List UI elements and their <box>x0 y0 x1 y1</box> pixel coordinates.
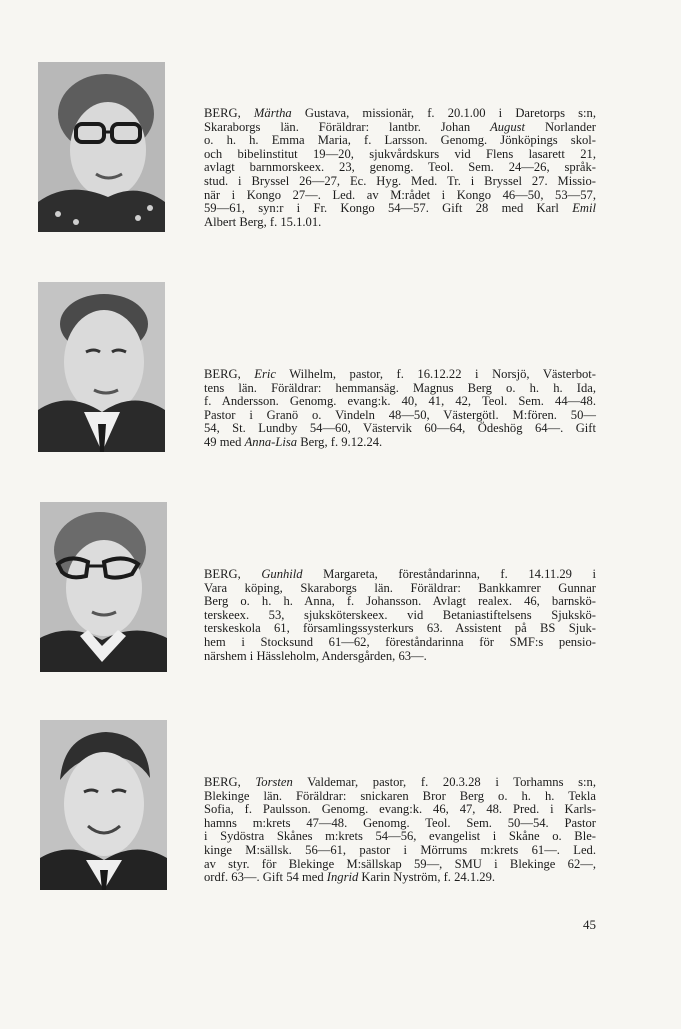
portrait-woman-glasses-icon <box>38 62 165 232</box>
text-run: tens län. Föräldrar: hemmansäg. Magnus Berg o. h. h. Ida, <box>204 380 596 395</box>
text-run: Skaraborgs län. Föräldrar: lantbr. Johan <box>204 119 491 134</box>
biography-line <box>204 121 596 135</box>
text-run: 59—61, syn:r i Fr. Kongo 54—57. Gift 28 med Karl <box>204 201 573 216</box>
biography-line <box>204 582 596 596</box>
portrait-woman-cateye-glasses-icon <box>40 502 167 672</box>
text-run: BERG, <box>204 775 256 789</box>
italic-name: Torsten <box>255 775 293 789</box>
text-run: avlagt barnmorskeex. 23, genomg. Teol. Sem. 24—26, språk- <box>204 160 596 175</box>
biography-line <box>204 175 596 189</box>
biography-line <box>204 844 596 858</box>
biography-line <box>204 650 596 664</box>
text-run: stud. i Bryssel 26—27, Ec. Hyg. Med. Tr. i Bryssel 27. Missio- <box>204 173 596 188</box>
biography-line <box>204 409 596 423</box>
text-run: ordf. 63—. Gift 54 med <box>204 870 327 885</box>
text-run: BERG, <box>204 106 254 120</box>
biography-line <box>204 395 596 409</box>
text-run: närshem i Hässleholm, Andersgården, 63—. <box>204 648 427 663</box>
text-run: BERG, <box>204 367 255 381</box>
biography-line <box>204 776 596 790</box>
biography-line <box>204 622 596 636</box>
text-run: Karin Nyström, f. 24.1.29. <box>358 870 496 885</box>
biography-line <box>204 817 596 831</box>
biography-line <box>204 871 596 885</box>
text-run: hem i Stocksund 61—62, föreståndarinna för SMF:s pensio- <box>204 634 596 649</box>
text-run: Berg o. h. h. Anna, f. Johansson. Avlagt realex. 46, barnskö- <box>204 594 596 609</box>
biography-line <box>204 803 596 817</box>
italic-name: Gunhild <box>261 567 303 581</box>
text-run: Valdemar, pastor, f. 20.3.28 i Torhamns s:n, <box>292 775 596 789</box>
italic-name: Emil <box>572 201 596 216</box>
portrait-man-suit-icon <box>38 282 165 452</box>
text-run: Berg, f. 9.12.24. <box>297 434 383 449</box>
text-run: f. Andersson. Genomg. evang:k. 40, 41, 42, Teol. Sem. 44—48. <box>204 394 596 409</box>
text-run: o. h. h. Emma Maria, f. Larsson. Genomg. Jönköpings skol- <box>204 133 596 148</box>
text-run: Sofia, f. Paulsson. Genomg. evang:k. 46, 47, 48. Pred. i Karls- <box>204 802 596 817</box>
portrait-photo-eric <box>38 282 165 452</box>
biography-line <box>204 216 596 230</box>
text-run: av styr. för Blekinge M:sällskap 59—, SMU i Blekinge 62—, <box>204 856 596 871</box>
biography-line <box>204 189 596 203</box>
text-run: Margareta, föreståndarinna, f. 14.11.29 i <box>302 567 597 581</box>
biography-line <box>204 161 596 175</box>
biography-line <box>204 609 596 623</box>
text-run: 49 med <box>204 434 245 449</box>
biography-line <box>204 830 596 844</box>
italic-name: August <box>490 119 526 134</box>
text-run: BERG, <box>204 567 262 581</box>
text-run: Albert Berg, f. 15.1.01. <box>204 214 322 229</box>
biography-line <box>204 368 596 382</box>
text-run: Norlander <box>525 119 597 134</box>
biography-line <box>204 422 596 436</box>
biography-line <box>204 202 596 216</box>
biography-line <box>204 858 596 872</box>
page-number: 45 <box>583 917 596 932</box>
text-run: Vara köping, Skaraborgs län. Föräldrar: Bankkamrer Gunnar <box>204 580 596 595</box>
biography-line <box>204 382 596 396</box>
text-run: kinge M:sällsk. 56—61, pastor i Mörrums m:krets 61—. Led. <box>204 842 596 857</box>
text-run: när i Kongo 27—. Led. av M:rådet i Kongo 46—50, 53—57, <box>204 187 596 202</box>
biography-line <box>204 636 596 650</box>
portrait-photo-martha <box>38 62 165 232</box>
italic-name: Eric <box>254 367 276 381</box>
text-run: terskeskola 61, församlingssysterkurs 63. Assistent på BS Sjuk- <box>204 621 596 636</box>
biography-text <box>204 776 596 885</box>
biography-text <box>204 568 596 663</box>
text-run: hamns m:krets 47—48. Genomg. Teol. Sem. 50—54. Pastor <box>204 815 596 830</box>
biography-line <box>204 436 596 450</box>
portrait-photo-gunhild <box>40 502 167 672</box>
portrait-photo-torsten <box>40 720 167 890</box>
biography-line <box>204 148 596 162</box>
text-run: Gustava, missionär, f. 20.1.00 i Daretorps s:n, <box>291 106 596 120</box>
biography-text <box>204 107 596 229</box>
text-run: Blekinge län. Föräldrar: snickaren Bror Berg o. h. h. Tekla <box>204 788 596 803</box>
biography-line <box>204 107 596 121</box>
text-run: Pastor i Granö o. Vindeln 48—50, Västergötl. M:fören. 50— <box>204 407 596 422</box>
portrait-young-man-icon <box>40 720 167 890</box>
italic-name: Märtha <box>253 106 292 120</box>
biography-line <box>204 595 596 609</box>
text-run: i Sydöstra Skånes m:krets 54—56, evangelist i Skåne o. Ble- <box>204 829 596 844</box>
biography-line <box>204 134 596 148</box>
text-run: 54, St. Lundby 54—60, Västervik 60—64, Ödeshög 64—. Gift <box>204 421 596 436</box>
italic-name: Anna-Lisa <box>244 434 298 449</box>
biography-text <box>204 368 596 450</box>
text-run: och bibelinstitut 19—20, sjukvårdskurs vid Flens lasarett 21, <box>204 146 596 161</box>
biography-line <box>204 568 596 582</box>
text-run: Wilhelm, pastor, f. 16.12.22 i Norsjö, Västerbot- <box>275 367 596 381</box>
biography-line <box>204 790 596 804</box>
italic-name: Ingrid <box>326 870 359 885</box>
text-run: terskeex. 53, sjuksköterskeex. vid Betaniastiftelsens Sjukskö- <box>204 607 596 622</box>
